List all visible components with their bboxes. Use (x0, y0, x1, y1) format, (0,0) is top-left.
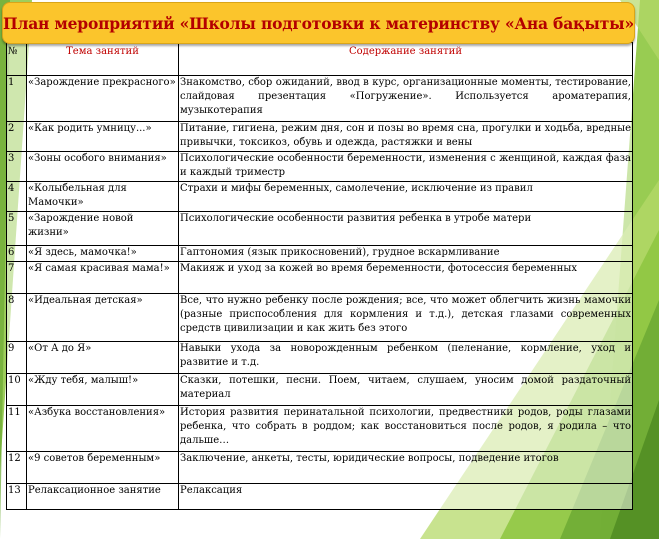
header-topic: Тема занятий (27, 43, 179, 76)
table-row (7, 122, 633, 152)
title-banner (2, 2, 635, 44)
table-row (7, 342, 633, 374)
table-row (7, 76, 633, 122)
table-row (7, 294, 633, 342)
row-number: 11 (7, 406, 27, 452)
row-topic: «Зарождение новой жизни» (27, 212, 179, 246)
row-topic: «Жду тебя, малыш!» (27, 374, 179, 406)
row-content: Макияж и уход за кожей во время беременности, фотосессия беременных (179, 262, 633, 294)
header-number: № (7, 43, 27, 76)
row-number: 4 (7, 182, 27, 212)
row-number: 12 (7, 452, 27, 484)
row-content: Психологические особенности развития ребенка в утробе матери (179, 212, 633, 246)
row-content: Страхи и мифы беременных, самолечение, исключение из правил (179, 182, 633, 212)
row-content: Релаксация (179, 484, 633, 510)
schedule-table-container (6, 42, 632, 510)
row-topic: «Колыбельная для Мамочки» (27, 182, 179, 212)
row-topic: «Я самая красивая мама!» (27, 262, 179, 294)
table-row (7, 182, 633, 212)
table-row (7, 406, 633, 452)
row-number: 7 (7, 262, 27, 294)
row-content: История развития перинатальной психологии, предвестники родов, роды глазами ребенка, что собрать в роддом; как восстановиться после родов, я родила – что дальше… (179, 406, 633, 452)
schedule-table (6, 42, 633, 510)
row-number: 2 (7, 122, 27, 152)
row-topic: «Зарождение прекрасного» (27, 76, 179, 122)
page-title: План мероприятий «Школы подготовки к материнству «Ана бақыты» (3, 13, 634, 33)
row-number: 8 (7, 294, 27, 342)
table-row (7, 152, 633, 182)
row-content: Психологические особенности беременности, изменения с женщиной, каждая фаза и каждый триместр (179, 152, 633, 182)
table-row (7, 484, 633, 510)
row-number: 3 (7, 152, 27, 182)
row-topic: «Зоны особого внимания» (27, 152, 179, 182)
table-row (7, 262, 633, 294)
row-content: Знакомство, сбор ожиданий, ввод в курс, организационные моменты, тестирование, слайдовая презентация «Погружение». Используется ароматерапия, музыкотерапия (179, 76, 633, 122)
row-number: 1 (7, 76, 27, 122)
row-number: 5 (7, 212, 27, 246)
row-content: Сказки, потешки, песни. Поем, читаем, слушаем, уносим домой раздаточный материал (179, 374, 633, 406)
table-body (7, 76, 633, 510)
row-topic: Релаксационное занятие (27, 484, 179, 510)
table-header-row (7, 43, 633, 76)
row-topic: «Идеальная детская» (27, 294, 179, 342)
row-content: Гаптономия (язык прикосновений), грудное вскармливание (179, 246, 633, 262)
row-topic: «9 советов беременным» (27, 452, 179, 484)
row-number: 9 (7, 342, 27, 374)
table-row (7, 212, 633, 246)
table-row (7, 452, 633, 484)
row-number: 13 (7, 484, 27, 510)
row-content: Навыки ухода за новорожденным ребенком (пеленание, кормление, уход и развитие и т.д. (179, 342, 633, 374)
table-row (7, 246, 633, 262)
row-topic: «От А до Я» (27, 342, 179, 374)
table-row (7, 374, 633, 406)
row-content: Питание, гигиена, режим дня, сон и позы во время сна, прогулки и ходьба, вредные привычки, токсикоз, обувь и одежда, растяжки и вены (179, 122, 633, 152)
row-content: Все, что нужно ребенку после рождения; все, что может облегчить жизнь мамочки (разные приспособления для кормления и т.д.), детская глазами современных средств цивилизации и как жить без этого (179, 294, 633, 342)
row-topic: «Я здесь, мамочка!» (27, 246, 179, 262)
row-topic: «Азбука восстановления» (27, 406, 179, 452)
row-topic: «Как родить умницу...» (27, 122, 179, 152)
row-content: Заключение, анкеты, тесты, юридические вопросы, подведение итогов (179, 452, 633, 484)
header-content: Содержание занятий (179, 43, 633, 76)
row-number: 6 (7, 246, 27, 262)
row-number: 10 (7, 374, 27, 406)
